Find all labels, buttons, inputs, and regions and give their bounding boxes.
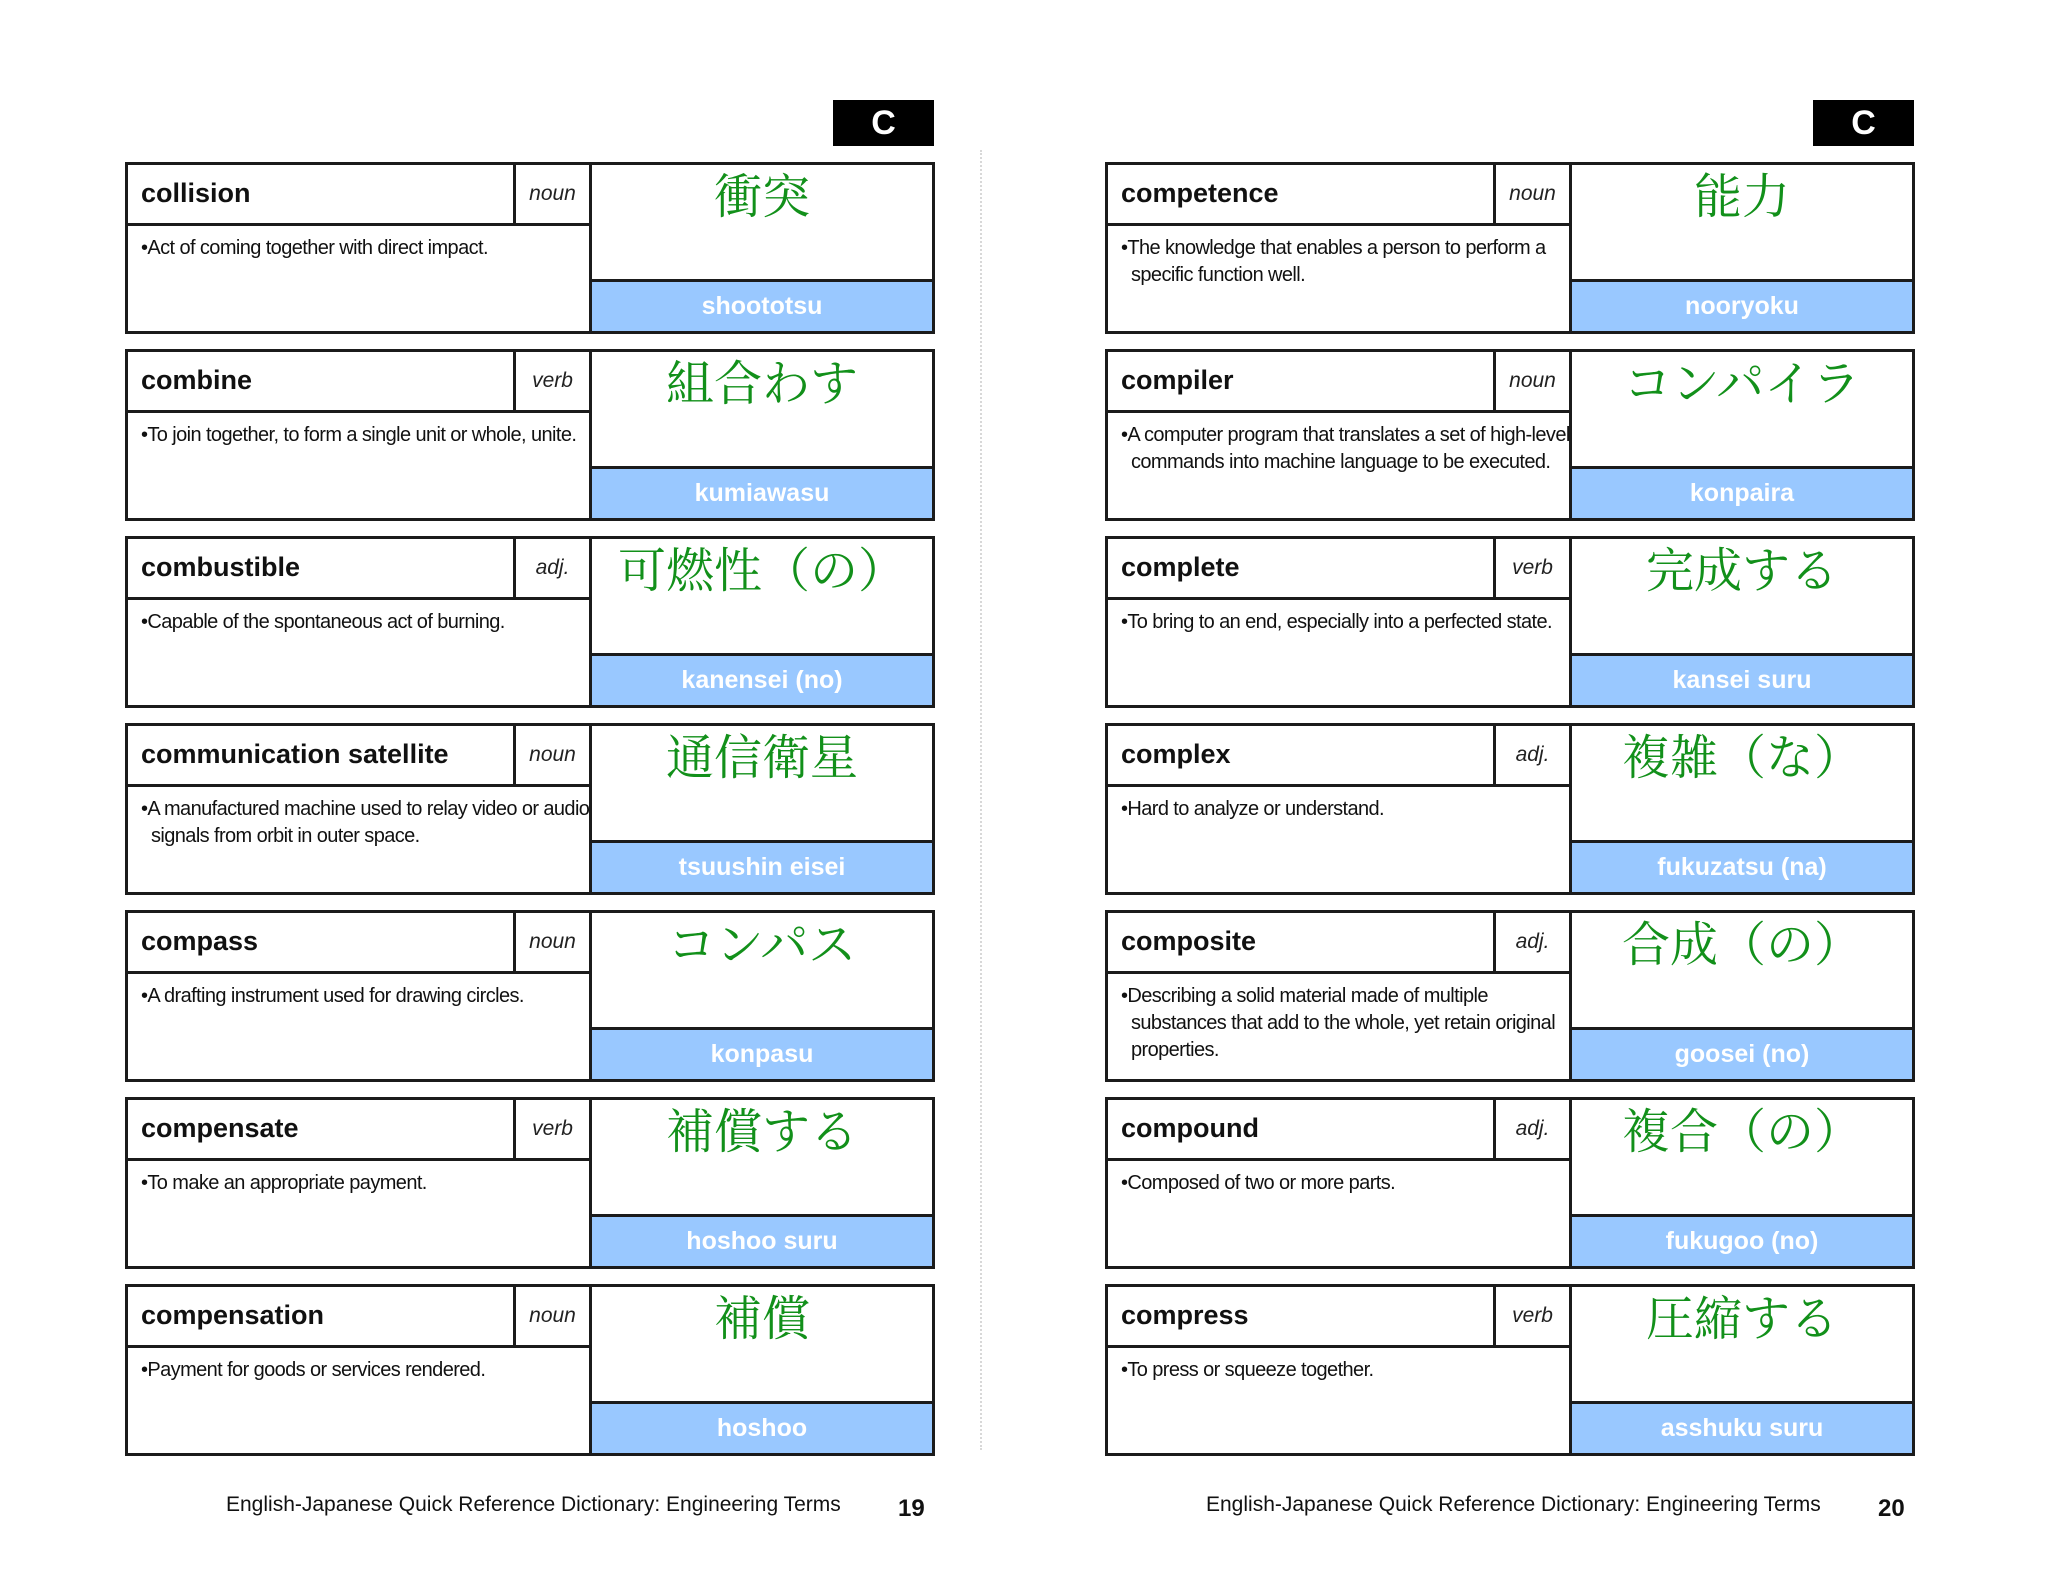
entry-romaji: tsuushin eisei [589,843,932,892]
entry-term: complete [1121,552,1240,582]
entry-romaji: kanensei (no) [589,656,932,705]
part-of-speech: noun [1493,352,1569,410]
kanji-box [1569,913,1912,1030]
entry-definition: •To press or squeeze together. [1121,1359,1374,1381]
entry-romaji: hoshoo [589,1404,932,1453]
term-row [128,1287,589,1348]
entry-term: combine [141,365,253,395]
entry-kanji: 通信衛星 [665,730,858,786]
entry-definition: •To bring to an end, especially into a perfected state. [1121,611,1552,633]
dictionary-entry [1105,723,1915,895]
dictionary-entry [1105,1097,1915,1269]
dictionary-entry [1105,349,1915,521]
entry-romaji: nooryoku [1569,282,1912,331]
entry-term: compiler [1121,365,1234,395]
kanji-box [589,352,932,469]
term-row [1108,165,1569,226]
entry-kanji: コンパイラ [1623,356,1861,412]
entry-term: composite [1121,926,1257,956]
entry-kanji: 組合わす [665,356,858,412]
part-of-speech: adj. [513,539,589,597]
entry-term: compound [1121,1113,1259,1143]
entry-definition: •To join together, to form a single unit or whole, unite. [141,424,577,446]
dictionary-entry [1105,910,1915,1082]
kanji-box [589,539,932,656]
entry-romaji: asshuku suru [1569,1404,1912,1453]
kanji-box [1569,1287,1912,1404]
entry-definition: •Hard to analyze or understand. [1121,798,1385,820]
term-row [1108,1287,1569,1348]
part-of-speech: noun [513,913,589,971]
entry-romaji: hoshoo suru [589,1217,932,1266]
dictionary-entry [125,1097,935,1269]
kanji-box [1569,539,1912,656]
dictionary-entry [125,349,935,521]
kanji-box [589,1287,932,1404]
entry-definition: •Describing a solid material made of multiple substances that add to the whole, yet retain original properties. [1121,985,1556,1061]
part-of-speech: verb [513,352,589,410]
kanji-box [1569,1100,1912,1217]
letter-tab: C [1813,100,1914,146]
term-row [128,726,589,787]
footer-title: English-Japanese Quick Reference Dictionary: Engineering Terms [226,1493,841,1516]
part-of-speech: verb [1493,1287,1569,1345]
entry-kanji: 合成（の） [1621,917,1862,973]
entry-kanji: 複合（の） [1621,1104,1862,1160]
entry-definition: •The knowledge that enables a person to perform a specific function well. [1121,237,1546,286]
entry-kanji: 補償 [713,1291,810,1347]
entry-romaji: goosei (no) [1569,1030,1912,1079]
right-page [980,0,1980,1582]
entry-term: communication satellite [141,739,449,769]
dictionary-entry [1105,162,1915,334]
kanji-box [589,726,932,843]
term-row [128,165,589,226]
entry-term: competence [1121,178,1279,208]
kanji-box [1569,726,1912,843]
kanji-box [589,1100,932,1217]
entry-definition: •To make an appropriate payment. [141,1172,427,1194]
entry-kanji: 完成する [1645,543,1838,599]
dictionary-entry [125,1284,935,1456]
kanji-box [1569,352,1912,469]
part-of-speech: adj. [1493,1100,1569,1158]
entry-kanji: 能力 [1693,169,1790,225]
part-of-speech: verb [513,1100,589,1158]
entry-romaji: konpaira [1569,469,1912,518]
entry-romaji: shoototsu [589,282,932,331]
dictionary-entry [125,910,935,1082]
entry-kanji: 複雑（な） [1621,730,1862,786]
entry-romaji: fukugoo (no) [1569,1217,1912,1266]
entry-term: complex [1121,739,1231,769]
part-of-speech: noun [1493,165,1569,223]
part-of-speech: adj. [1493,726,1569,784]
kanji-box [1569,165,1912,282]
dictionary-entry [1105,1284,1915,1456]
entry-definition: •Payment for goods or services rendered. [141,1359,486,1381]
entry-term: collision [141,178,251,208]
term-row [128,913,589,974]
entry-definition: •A drafting instrument used for drawing circles. [141,985,524,1007]
dictionary-entry [125,162,935,334]
entry-definition: •Composed of two or more parts. [1121,1172,1396,1194]
dictionary-entry [125,536,935,708]
entry-term: compensate [141,1113,299,1143]
kanji-box [589,913,932,1030]
left-page [0,0,1000,1582]
entry-romaji: kumiawasu [589,469,932,518]
entry-romaji: kansei suru [1569,656,1912,705]
entry-term: compress [1121,1300,1249,1330]
term-row [1108,352,1569,413]
entry-term: compass [141,926,259,956]
entry-definition: •A manufactured machine used to relay video or audio signals from orbit in outer space. [141,798,590,847]
dictionary-entry [125,723,935,895]
entry-romaji: fukuzatsu (na) [1569,843,1912,892]
entry-kanji: 可燃性（の） [617,543,906,599]
part-of-speech: noun [513,165,589,223]
term-row [128,539,589,600]
term-row [1108,913,1569,974]
footer-title: English-Japanese Quick Reference Dictionary: Engineering Terms [1206,1493,1821,1516]
entry-kanji: コンパス [667,917,857,973]
entry-romaji: konpasu [589,1030,932,1079]
entry-kanji: 衝突 [713,169,810,225]
part-of-speech: verb [1493,539,1569,597]
part-of-speech: noun [513,1287,589,1345]
page-number: 20 [1878,1495,1905,1522]
term-row [1108,539,1569,600]
term-row [1108,726,1569,787]
part-of-speech: adj. [1493,913,1569,971]
page-number: 19 [898,1495,925,1522]
entry-definition: •Capable of the spontaneous act of burning. [141,611,505,633]
kanji-box [589,165,932,282]
entry-term: compensation [141,1300,325,1330]
entry-definition: •A computer program that translates a set of high-level commands into machine language to be executed. [1121,424,1570,473]
part-of-speech: noun [513,726,589,784]
entry-definition: •Act of coming together with direct impact. [141,237,488,259]
term-row [128,1100,589,1161]
letter-tab: C [833,100,934,146]
entry-kanji: 補償する [665,1104,858,1160]
term-row [1108,1100,1569,1161]
entry-term: combustible [141,552,301,582]
dictionary-entry [1105,536,1915,708]
entry-kanji: 圧縮する [1645,1291,1838,1347]
term-row [128,352,589,413]
